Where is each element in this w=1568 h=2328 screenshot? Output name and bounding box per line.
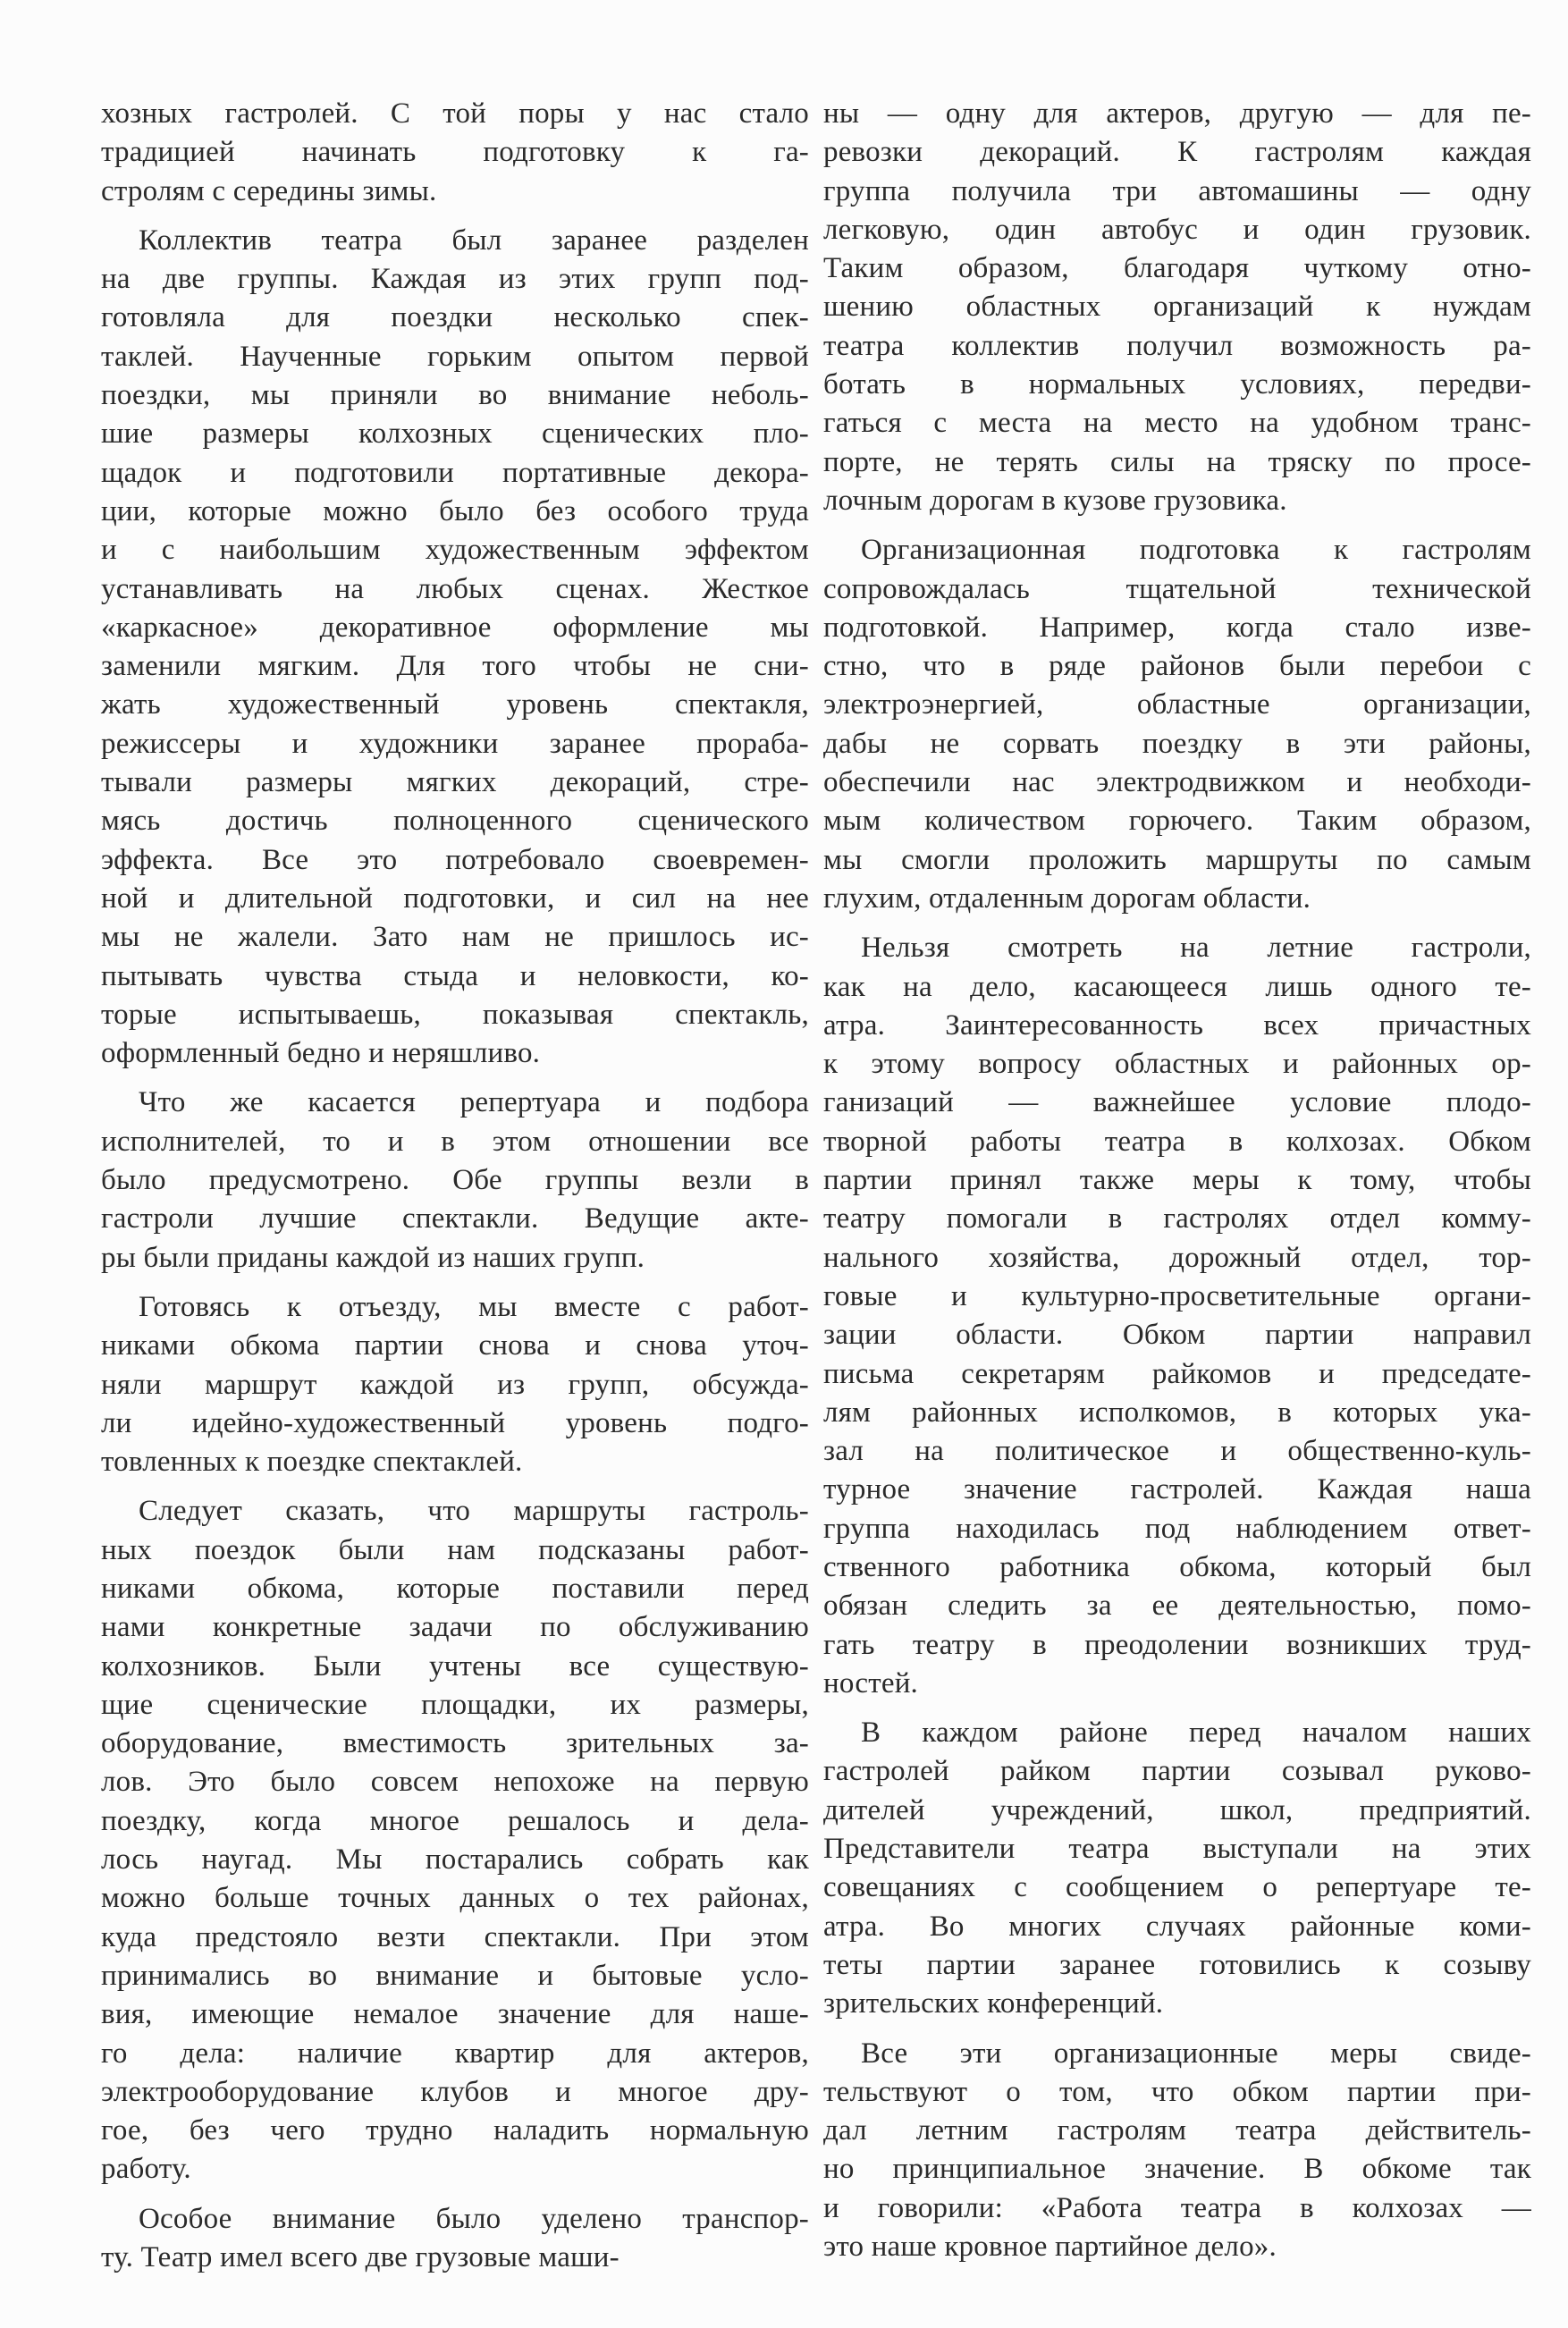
text-line: В каждом районе перед началом наших [861, 1716, 1531, 1750]
text-line: обеспечили нас электродвижком и необходи- [823, 766, 1531, 799]
text-line: обязан следить за ее деятельностью, помо- [823, 1590, 1531, 1623]
text-line: оформленный бедно и неряшливо. [101, 1037, 541, 1070]
text-line: ностей. [823, 1666, 919, 1700]
paragraph [823, 95, 1531, 520]
text-line: глухим, отдаленным дорогам области. [823, 881, 1311, 915]
text-line: лось наугад. Мы постарались собрать как [101, 1843, 809, 1877]
text-line: исполнителей, то и в этом отношении все [101, 1125, 809, 1158]
text-line: вия, имеющие немалое значение для наше- [101, 1998, 809, 2031]
text-line: нами конкретные задачи по обслуживанию [101, 1611, 809, 1644]
text-line: традицией начинать подготовку к га- [101, 136, 809, 169]
text-line: Что же касается репертуара и подбора [139, 1086, 809, 1119]
text-line: Представители театра выступали на этих [823, 1833, 1531, 1866]
text-line: готовляла для поездки несколько спек- [101, 301, 809, 334]
text-line: сопровождалась тщательной технической [823, 572, 1531, 605]
text-line: театра коллектив получил возможность ра- [823, 329, 1531, 362]
text-line: ры были приданы каждой из наших групп. [101, 1241, 645, 1274]
text-line: ственного работника обкома, который был [823, 1550, 1531, 1583]
paragraph [823, 531, 1531, 918]
text-line: гаться с места на место на удобном транс- [823, 407, 1531, 440]
text-line: щадок и подготовили портативные декора- [101, 456, 809, 489]
text-line: ганизаций — важнейшее условие плодо- [823, 1086, 1531, 1119]
text-line: ной и длительной подготовки, и сил на нее [101, 881, 809, 915]
text-line: поездку, когда многое решалось и дела- [101, 1804, 809, 1837]
text-line: это наше кровное партийное дело». [823, 2231, 1277, 2264]
text-line: порте, не терять силы на тряску по просе- [823, 445, 1531, 478]
text-line: колхозников. Были учтены все существую- [101, 1649, 809, 1683]
text-line: «каркасное» декоративное оформление мы [101, 611, 809, 644]
text-line: ных поездок были нам подсказаны работ- [101, 1533, 809, 1566]
text-line: тельствуют о том, что обком партии при- [823, 2075, 1531, 2108]
text-line: дал летним гастролям театра действитель- [823, 2114, 1531, 2147]
text-line: стролям с середины зимы. [101, 174, 437, 207]
text-line: атра. Заинтересованность всех причастных [823, 1008, 1531, 1042]
text-line: группа получила три автомашины — одну [823, 174, 1531, 207]
text-line: щие сценические площадки, их размеры, [101, 1688, 809, 1721]
text-line: партии принял также меры к тому, чтобы [823, 1164, 1531, 1197]
text-line: гастроли лучшие спектакли. Ведущие акте- [101, 1202, 809, 1236]
text-line: принимались во внимание и бытовые усло- [101, 1959, 809, 1992]
text-line: работу. [101, 2153, 191, 2186]
text-line: хозных гастролей. С той поры у нас стало [101, 97, 809, 130]
text-line: дителей учреждений, школ, предприятий. [823, 1793, 1531, 1826]
text-line: товленных к поездке спектаклей. [101, 1446, 523, 1479]
text-line: ревозки декораций. К гастролям каждая [823, 136, 1531, 169]
text-line: гастролей райком партии созывал руково- [823, 1755, 1531, 1788]
text-line: на две группы. Каждая из этих групп под- [101, 263, 809, 296]
text-line: няли маршрут каждой из групп, обсужда- [101, 1368, 809, 1401]
text-line: Особое внимание было уделено транспор- [139, 2202, 809, 2235]
paragraph [101, 1084, 809, 1277]
text-line: и с наибольшим художественным эффектом [101, 534, 809, 567]
text-line: заменили мягким. Для того чтобы не сни- [101, 650, 809, 683]
text-line: Следует сказать, что маршруты гастроль- [139, 1495, 809, 1528]
text-line: ны — одну для актеров, другую — для пе- [823, 97, 1531, 130]
text-line: пытывать чувства стыда и неловкости, ко- [101, 959, 809, 992]
text-line: гать театру в преодолении возникших труд- [823, 1628, 1531, 1661]
text-line: куда предстояло везти спектакли. При этом [101, 1920, 809, 1953]
text-line: ли идейно-художественный уровень подго- [101, 1406, 809, 1439]
text-line: атра. Во многих случаях районные коми- [823, 1910, 1531, 1943]
text-line: и говорили: «Работа театра в колхозах — [823, 2191, 1531, 2224]
text-line: ту. Театр имел всего две грузовые маши- [101, 2241, 620, 2274]
text-line: подготовкой. Например, когда стало изве- [823, 611, 1531, 644]
text-line: группа находилась под наблюдением ответ- [823, 1512, 1531, 1545]
text-line: зал на политическое и общественно-куль- [823, 1435, 1531, 1468]
text-line: Готовясь к отъезду, мы вместе с работ- [139, 1290, 809, 1323]
paragraph [101, 1492, 809, 2189]
text-line: жать художественный уровень спектакля, [101, 688, 809, 721]
text-line: оборудование, вместимость зрительных за- [101, 1727, 809, 1760]
text-line: Нельзя смотреть на летние гастроли, [861, 932, 1531, 965]
text-line: совещаниях с сообщением о репертуаре те- [823, 1871, 1531, 1904]
text-line: зрительских конференций. [823, 1987, 1164, 2020]
text-line: электрооборудование клубов и многое дру- [101, 2075, 809, 2108]
text-line: устанавливать на любых сценах. Жесткое [101, 572, 809, 605]
text-line: к этому вопросу областных и районных ор- [823, 1048, 1531, 1081]
right-column [823, 95, 1531, 2266]
text-line: мы смогли проложить маршруты по самым [823, 843, 1531, 876]
text-line: ботать в нормальных условиях, передви- [823, 368, 1531, 401]
text-line: электроэнергией, областные организации, [823, 688, 1531, 721]
text-line: лов. Это было совсем непохоже на первую [101, 1766, 809, 1799]
text-line: никами обкома партии снова и снова уточ- [101, 1329, 809, 1362]
text-line: шению областных организаций к нуждам [823, 291, 1531, 324]
text-line: дабы не сорвать поездку в эти районы, [823, 727, 1531, 760]
text-line: го дела: наличие квартир для актеров, [101, 2037, 809, 2070]
paragraph [823, 2035, 1531, 2267]
text-line: письма секретарям райкомов и председате- [823, 1357, 1531, 1390]
text-line: творной работы театра в колхозах. Обком [823, 1125, 1531, 1158]
text-line: но принципиальное значение. В обкоме так [823, 2153, 1531, 2186]
paragraph [101, 2200, 809, 2278]
text-line: зации области. Обком партии направил [823, 1319, 1531, 1352]
text-line: эффекта. Все это потребовало своевремен- [101, 843, 809, 876]
text-line: мым количеством горючего. Таким образом, [823, 805, 1531, 838]
text-line: мы не жалели. Зато нам не пришлось ис- [101, 921, 809, 954]
text-line: стно, что в ряде районов были перебои с [823, 650, 1531, 683]
paragraph [101, 222, 809, 1074]
left-column [101, 95, 809, 2277]
paragraph [823, 929, 1531, 1703]
paragraph [823, 1714, 1531, 2023]
text-line: турное значение гастролей. Каждая наша [823, 1473, 1531, 1506]
text-line: было предусмотрено. Обе группы везли в [101, 1164, 809, 1197]
text-line: тывали размеры мягких декораций, стре- [101, 766, 809, 799]
text-line: Таким образом, благодаря чуткому отно- [823, 252, 1531, 285]
text-line: мясь достичь полноценного сценического [101, 805, 809, 838]
text-line: нального хозяйства, дорожный отдел, тор- [823, 1241, 1531, 1274]
text-line: таклей. Наученные горьким опытом первой [101, 340, 809, 373]
text-line: шие размеры колхозных сценических пло- [101, 418, 809, 451]
paragraph [101, 1288, 809, 1481]
text-line: легковую, один автобус и один грузовик. [823, 213, 1531, 246]
text-line: гое, без чего трудно наладить нормальную [101, 2114, 809, 2147]
text-line: лочным дорогам в кузове грузовика. [823, 484, 1287, 517]
text-line: поездки, мы приняли во внимание неболь- [101, 379, 809, 412]
text-line: Коллектив театра был заранее разделен [139, 224, 809, 257]
text-line: торые испытываешь, показывая спектакль, [101, 998, 809, 1031]
text-line: театру помогали в гастролях отдел комму- [823, 1202, 1531, 1236]
text-line: Все эти организационные меры свиде- [861, 2037, 1531, 2070]
text-line: как на дело, касающееся лишь одного те- [823, 970, 1531, 1003]
text-line: лям районных исполкомов, в которых ука- [823, 1396, 1531, 1429]
text-line: можно больше точных данных о тех районах, [101, 1882, 809, 1915]
paragraph [101, 95, 809, 211]
text-line: говые и культурно-просветительные органи- [823, 1279, 1531, 1312]
text-line: никами обкома, которые поставили перед [101, 1572, 809, 1605]
text-line: ции, которые можно было без особого труда [101, 494, 809, 527]
text-line: режиссеры и художники заранее прораба- [101, 727, 809, 760]
text-line: теты партии заранее готовились к созыву [823, 1948, 1531, 1981]
text-line: Организационная подготовка к гастролям [861, 534, 1531, 567]
